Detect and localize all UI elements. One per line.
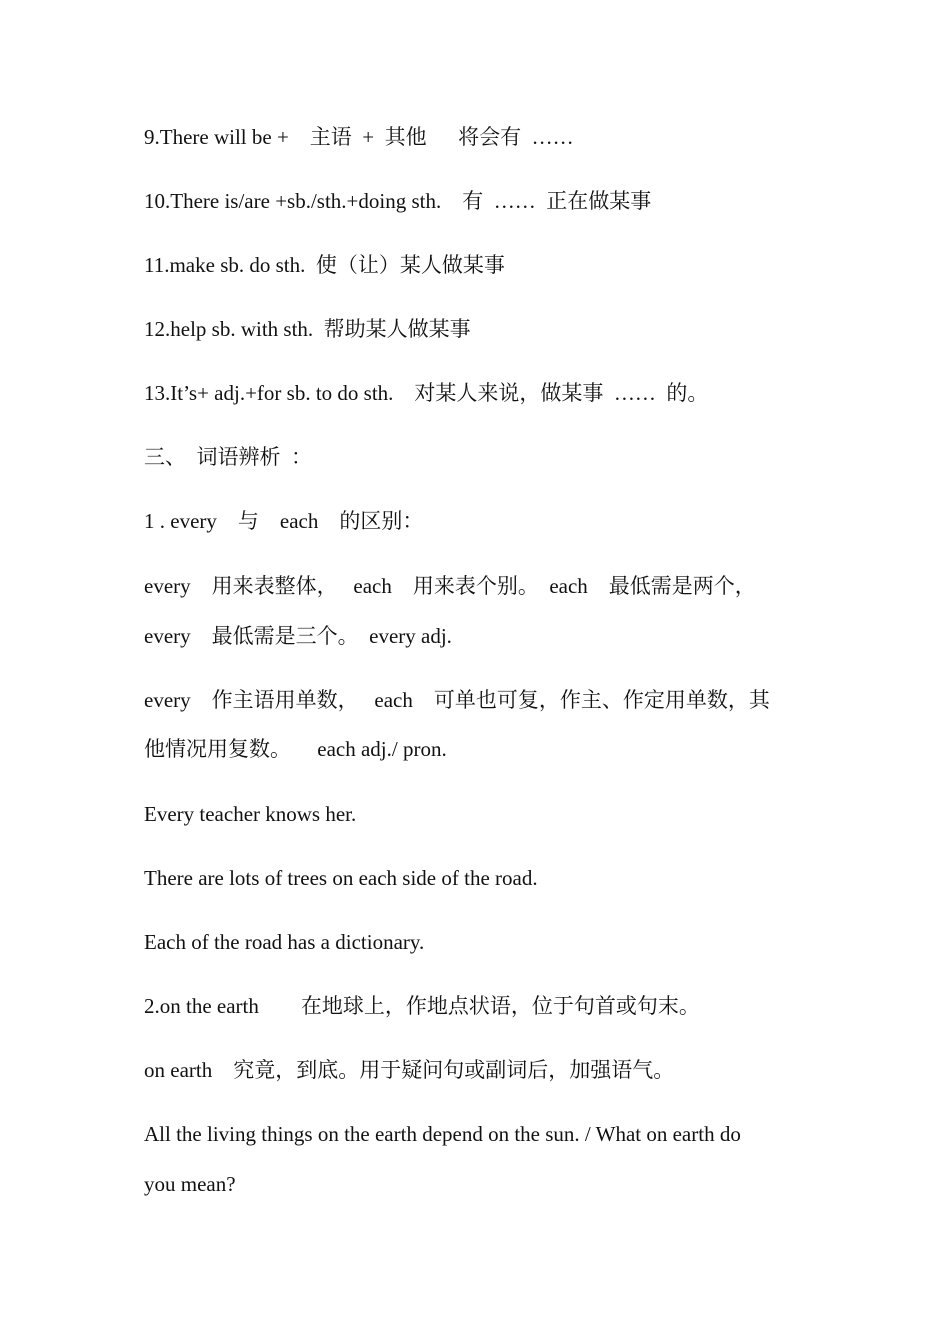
text-line: 12.help sb. with sth. 帮助某人做某事 <box>144 317 471 341</box>
example-sentence: Every teacher knows her. <box>144 802 357 826</box>
text-line: 13.It’s+ adj.+for sb. to do sth. 对某人来说，做某事 …… 的。 <box>144 381 709 405</box>
section-heading: 三、 词语辨析 ： <box>144 445 312 469</box>
text-line: 9.There will be + 主语 + 其他 将会有 …… <box>144 125 574 149</box>
text-line: on earth 究竟，到底。用于疑问句或副词后，加强语气。 <box>144 1058 675 1082</box>
text-line: every 最低需是三个。 every adj. <box>144 624 452 648</box>
text-line: every 作主语用单数， each 可单也可复，作主、作定用单数，其 <box>144 688 770 712</box>
text-line: every 用来表整体， each 用来表个别。 each 最低需是两个， <box>144 574 756 598</box>
example-sentence: All the living things on the earth depend on the sun. / What on earth do <box>144 1122 741 1146</box>
example-sentence: you mean? <box>144 1172 236 1196</box>
text-line: 他情况用复数。 each adj./ pron. <box>144 737 447 761</box>
example-sentence: Each of the road has a dictionary. <box>144 930 425 954</box>
subsection-heading: 1 . every 与 each 的区别： <box>144 509 424 533</box>
example-sentence: There are lots of trees on each side of the road. <box>144 866 538 890</box>
subsection-heading: 2.on the earth 在地球上，作地点状语，位于句首或句末。 <box>144 994 700 1018</box>
text-line: 10.There is/are +sb./sth.+doing sth. 有 …… 正在做某事 <box>144 189 652 213</box>
text-line: 11.make sb. do sth. 使（让）某人做某事 <box>144 253 505 277</box>
